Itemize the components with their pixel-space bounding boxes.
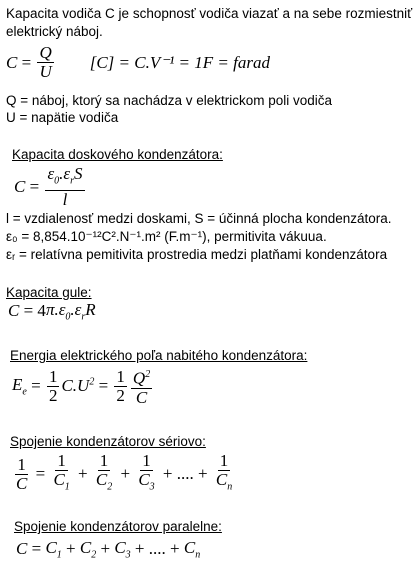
capacitance-formula: C = $\frac{Q}{U}$ [C] = C.V⁻¹ = 1F = farad: [6, 43, 270, 81]
q-definition: Q = náboj, ktorý sa nachádza v elektrickom poli vodiča: [6, 93, 333, 108]
series-heading: Spojenie kondenzátorov sériovo:: [10, 434, 206, 449]
l-definition: l = vzdialenosť medzi doskami, S = účinná plocha kondenzátora.: [6, 211, 392, 226]
plate-capacitor-heading: Kapacita doskového kondenzátora:: [12, 147, 223, 162]
eps0-definition: ε₀ = 8,854.10⁻¹²C².N⁻¹.m² (F.m⁻¹), permitivita vákuua.: [6, 229, 327, 244]
parallel-heading: Spojenie kondenzátorov paralelne:: [14, 519, 222, 534]
sphere-formula: C = 4 $\pi.\varepsilon_0.\varepsilon_rR$: [8, 300, 96, 323]
energy-formula: $E_e$ = $\frac{1}{2}$ $C.U^2$ = $\frac{1}{2}$ $\frac{Q^2}{C}$: [12, 366, 151, 407]
u-definition: U = napätie vodiča: [6, 110, 119, 125]
epsr-definition: εᵣ = relatívna pemitivita prostredia medzi platňami kondenzátora: [6, 247, 388, 262]
unit-formula: [C] = C.V⁻¹ = 1F = farad: [89, 52, 270, 72]
series-formula: $\frac{1}{C}$ = $\frac{1}{C_1}$ + $\frac{1}{C_2}$ + $\frac{1}{C_3}$ + .... + $\frac{1}{C_n}$: [16, 451, 233, 493]
plate-capacitor-formula: C = $\frac{\varepsilon_0.\varepsilon_rS}{l}$: [14, 164, 83, 210]
intro-line-1: Kapacita vodiča C je schopnosť vodiča viazať a na sebe rozmiestniť: [6, 6, 413, 21]
parallel-formula: C = $C_1$ + $C_2$ + $C_3$ + .... + $C_n$: [16, 538, 201, 561]
intro-line-2: elektrický náboj.: [6, 24, 103, 39]
sphere-heading: Kapacita gule:: [6, 285, 92, 300]
energy-heading: Energia elektrického poľa nabitého kondenzátora:: [10, 348, 308, 363]
